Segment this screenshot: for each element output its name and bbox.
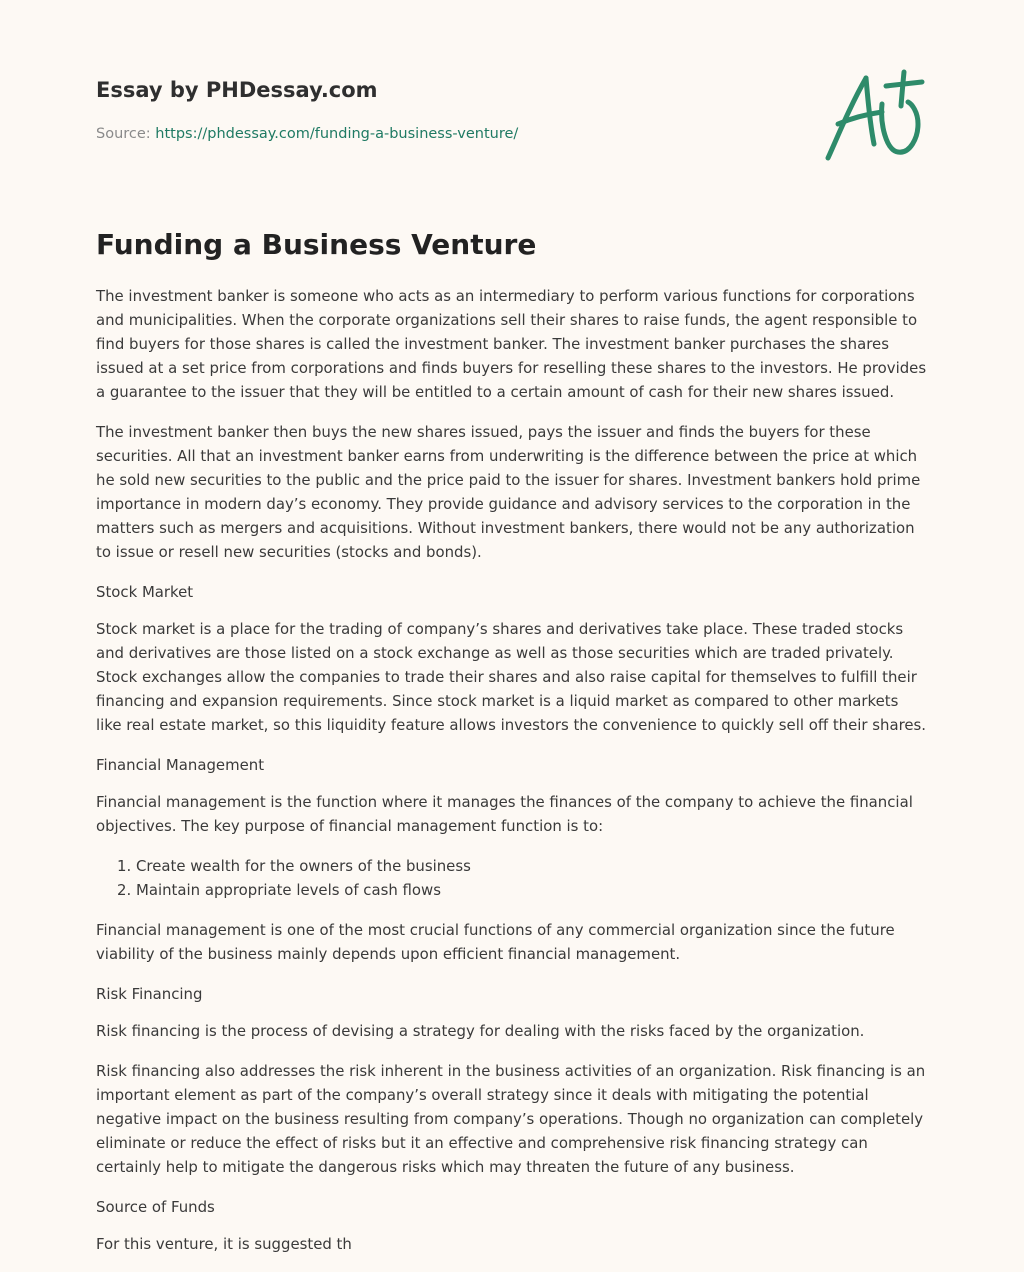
source-line xyxy=(96,124,518,144)
section-heading-stock-market: Stock Market xyxy=(96,583,194,601)
page-header xyxy=(96,0,928,180)
paragraph-truncated: For this venture, it is suggested th xyxy=(96,1235,352,1253)
paragraph: Risk financing is the process of devising a strategy for dealing with the risks faced by the organization. xyxy=(96,1022,865,1040)
paragraph: Risk financing also addresses the risk inherent in the business activities of an organization. Risk financing is an important element as part of the company’s overall strategy since it deals with mitigating the potential negative impact on the business resulting from company’s operations. Though no organization can completely eliminate or reduce the effect of risks but it an effective and comprehensive risk financing strategy can certainly help to mitigate the dangerous risks which may threaten the future of any business. xyxy=(96,1062,926,1176)
paragraph: The investment banker then buys the new shares issued, pays the issuer and finds the buyers for these securities. All that an investment banker earns from underwriting is the difference between the price at which he sold new securities to the public and the price paid to the issuer for shares. Investment bankers hold prime importance in modern day’s economy. They provide guidance and advisory services to the corporation in the matters such as mergers and acquisitions. Without investment bankers, there would not be any authorization to issue or resell new securities (stocks and bonds). xyxy=(96,423,921,561)
paragraph: Financial management is the function where it manages the finances of the company to achieve the financial objectives. The key purpose of financial management function is to: xyxy=(96,793,913,835)
essay-page xyxy=(96,0,928,1253)
paragraph: The investment banker is someone who acts as an intermediary to perform various functions for corporations and municipalities. When the corporate organizations sell their shares to raise funds, the agent responsible to find buyers for those shares is called the investment banker. The investment banker purchases the shares issued at a set price from corporations and finds buyers for reselling these shares to the investors. He provides a guarantee to the issuer that they will be entitled to a certain amount of cash for their new shares issued. xyxy=(96,287,927,401)
source-label: Source: xyxy=(96,126,156,142)
paragraph: Stock market is a place for the trading of company’s shares and derivatives take place. These traded stocks and derivatives are those listed on a stock exchange as well as those securities which are traded privately. Stock exchanges allow the companies to trade their shares and also raise capital for themselves to fulfill their financing and expansion requirements. Since stock market is a liquid market as compared to other markets like real estate market, so this liquidity feature allows investors the convenience to quickly sell off their shares. xyxy=(96,620,927,734)
list-item: 2. Maintain appropriate levels of cash flows xyxy=(136,878,928,902)
section-heading-financial-management: Financial Management xyxy=(96,756,265,774)
essay-title: Funding a Business Venture xyxy=(96,228,537,261)
essay-body xyxy=(96,284,928,1272)
source-link[interactable]: https://phdessay.com/funding-a-business-venture/ xyxy=(155,126,519,142)
a-plus-logo-icon xyxy=(824,68,928,164)
list-item: 1. Create wealth for the owners of the business xyxy=(136,854,928,878)
section-heading-risk-financing: Risk Financing xyxy=(96,985,203,1003)
paragraph: Financial management is one of the most crucial functions of any commercial organization since the future viability of the business mainly depends upon efficient financial management. xyxy=(96,921,895,963)
site-title: Essay by PHDessay.com xyxy=(96,78,378,102)
section-heading-source-of-funds: Source of Funds xyxy=(96,1198,215,1216)
objectives-list xyxy=(96,854,928,902)
